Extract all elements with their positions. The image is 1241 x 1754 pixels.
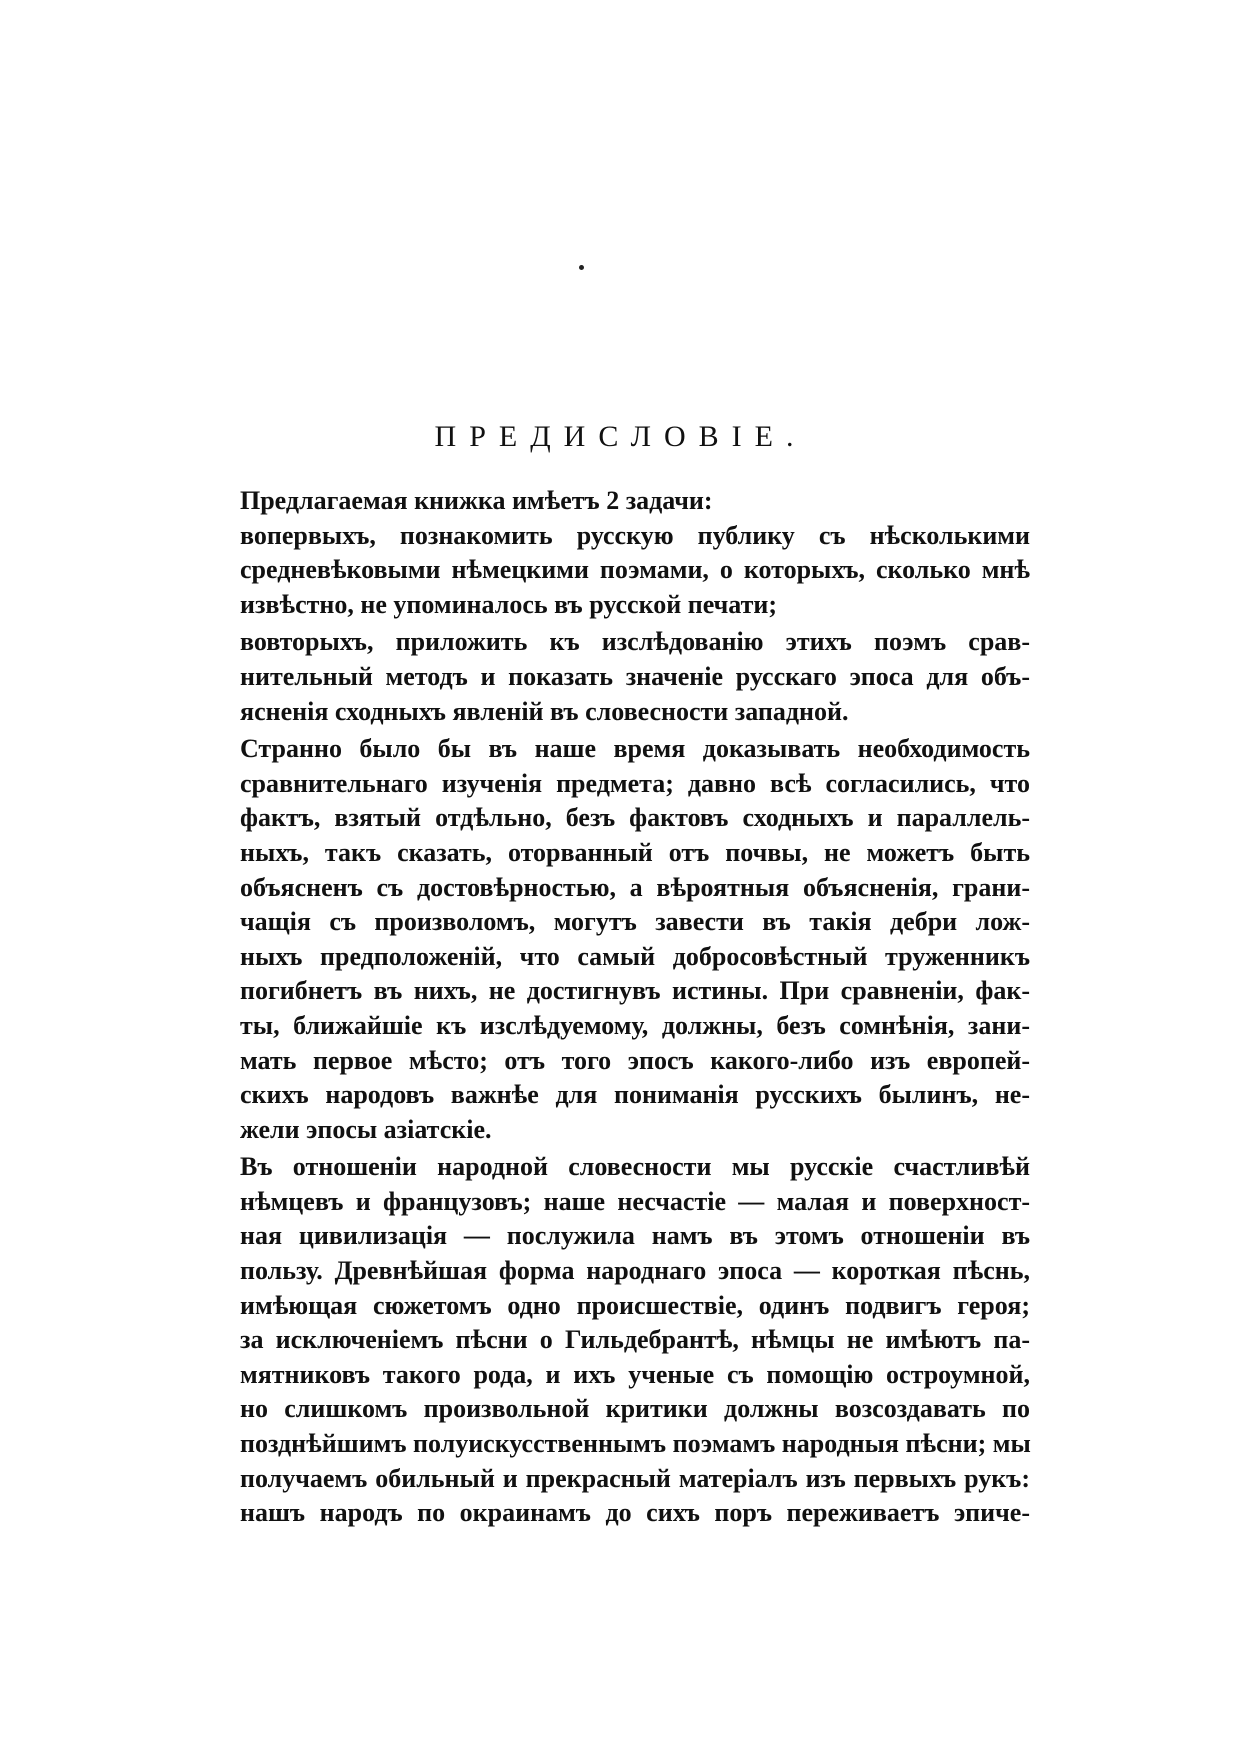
text-line: вовторыхъ, приложить къ изслѣдованію этихъ поэмъ срав- — [240, 627, 1030, 657]
text-line: ясненія сходныхъ явленій въ словесности западной. — [240, 696, 849, 726]
text-line: Предлагаемая книжка имѣетъ 2 задачи: — [240, 486, 713, 515]
text-line: погибнетъ въ нихъ, не достигнувъ истины. При сравненіи, фак- — [240, 976, 1030, 1006]
text-line: ная цивилизація — послужила намъ въ этомъ отношеніи въ — [240, 1221, 1030, 1251]
text-line: пользу. Древнѣйшая форма народнаго эпоса — короткая пѣснь, — [240, 1256, 1030, 1286]
text-line: Странно было бы въ наше время доказывать необходимость — [240, 734, 1030, 764]
text-line: нительный методъ и показать значеніе русскаго эпоса для объ- — [240, 661, 1030, 691]
page-heading: ПРЕДИСЛОВІЕ. — [434, 420, 807, 453]
text-line: нашъ народъ по окраинамъ до сихъ поръ переживаетъ эпиче- — [240, 1498, 1030, 1528]
text-line: но слишкомъ произвольной критики должны возсоздавать по — [240, 1394, 1030, 1424]
text-line: нѣмцевъ и французовъ; наше несчастіе — малая и поверхност- — [240, 1186, 1030, 1216]
text-line: имѣющая сюжетомъ одно происшествіе, одинъ подвигъ героя; — [240, 1290, 1030, 1320]
text-line: фактъ, взятый отдѣльно, безъ фактовъ сходныхъ и параллель- — [240, 803, 1030, 833]
text-line: ныхъ, такъ сказать, оторванный отъ почвы, не можетъ быть — [240, 837, 1030, 867]
text-line: позднѣйшимъ полуискусственнымъ поэмамъ народныя пѣсни; мы — [240, 1429, 1031, 1459]
text-line: извѣстно, не упоминалось въ русской печати; — [240, 589, 777, 619]
text-line: жели эпосы азіатскіе. — [240, 1114, 492, 1144]
text-line: мятниковъ такого рода, и ихъ ученые съ помощію остроумной, — [240, 1359, 1030, 1389]
text-line: объясненъ съ достовѣрностью, а вѣроятныя объясненія, грани- — [240, 872, 1030, 902]
text-line: Въ отношеніи народной словесности мы русскіе счастливѣй — [240, 1152, 1030, 1182]
text-line: ныхъ предположеній, что самый добросовѣстный труженникъ — [240, 941, 1030, 971]
text-line: за исключеніемъ пѣсни о Гильдебрантѣ, нѣмцы не имѣютъ па- — [240, 1325, 1030, 1355]
text-line: средневѣковыми нѣмецкими поэмами, о которыхъ, сколько мнѣ — [240, 555, 1030, 585]
text-line: чащія съ произволомъ, могутъ завести въ такія дебри лож- — [240, 907, 1030, 937]
text-line: мать первое мѣсто; отъ того эпосъ какого-либо изъ европей- — [240, 1045, 1030, 1075]
text-line: скихъ народовъ важнѣе для пониманія русскихъ былинъ, не- — [240, 1080, 1030, 1110]
preface-text — [240, 484, 1030, 1531]
text-line: ты, ближайшіе къ изслѣдуемому, должны, безъ сомнѣнія, зани- — [240, 1010, 1030, 1040]
text-line: получаемъ обильный и прекрасный матеріалъ изъ первыхъ рукъ: — [240, 1463, 1030, 1493]
text-line: сравнительнаго изученія предмета; давно всѣ согласились, что — [240, 768, 1030, 798]
ink-speck — [579, 265, 584, 270]
text-line: вопервыхъ, познакомить русскую публику съ нѣсколькими — [240, 520, 1030, 550]
